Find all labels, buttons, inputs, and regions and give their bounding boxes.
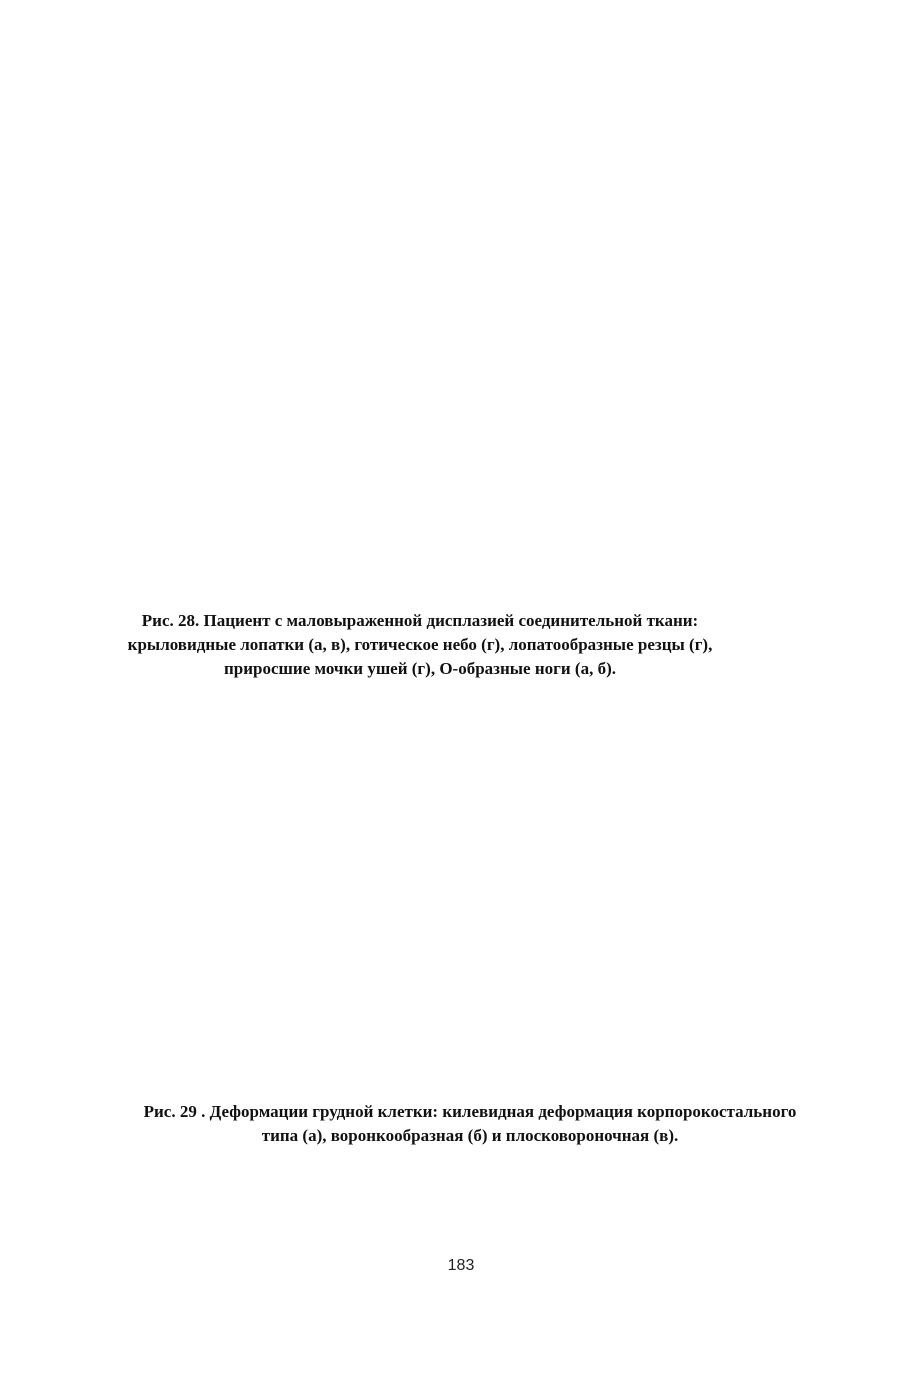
figure-28-caption	[80, 609, 760, 681]
figure-29-caption-line-2: типа (а), воронкообразная (б) и плосковороночная (в).	[261, 1126, 679, 1145]
figure-28-caption-line-1: Рис. 28. Пациент с маловыраженной дисплазией соединительной ткани:	[141, 611, 699, 630]
figure-28-caption-line-2: крыловидные лопатки (а, в), готическое небо (г), лопатообразные резцы (г),	[127, 635, 713, 654]
figure-29-caption	[100, 1100, 840, 1148]
figure-28-image-area	[60, 40, 860, 580]
figure-28-caption-line-3: приросшие мочки ушей (г), О-образные ноги (а, б).	[224, 659, 616, 678]
figure-29-image-area	[60, 700, 860, 1090]
figure-29-caption-line-1: Рис. 29 . Деформации грудной клетки: килевидная деформация корпорокостального	[143, 1102, 797, 1121]
page-number: 183	[447, 1257, 475, 1274]
